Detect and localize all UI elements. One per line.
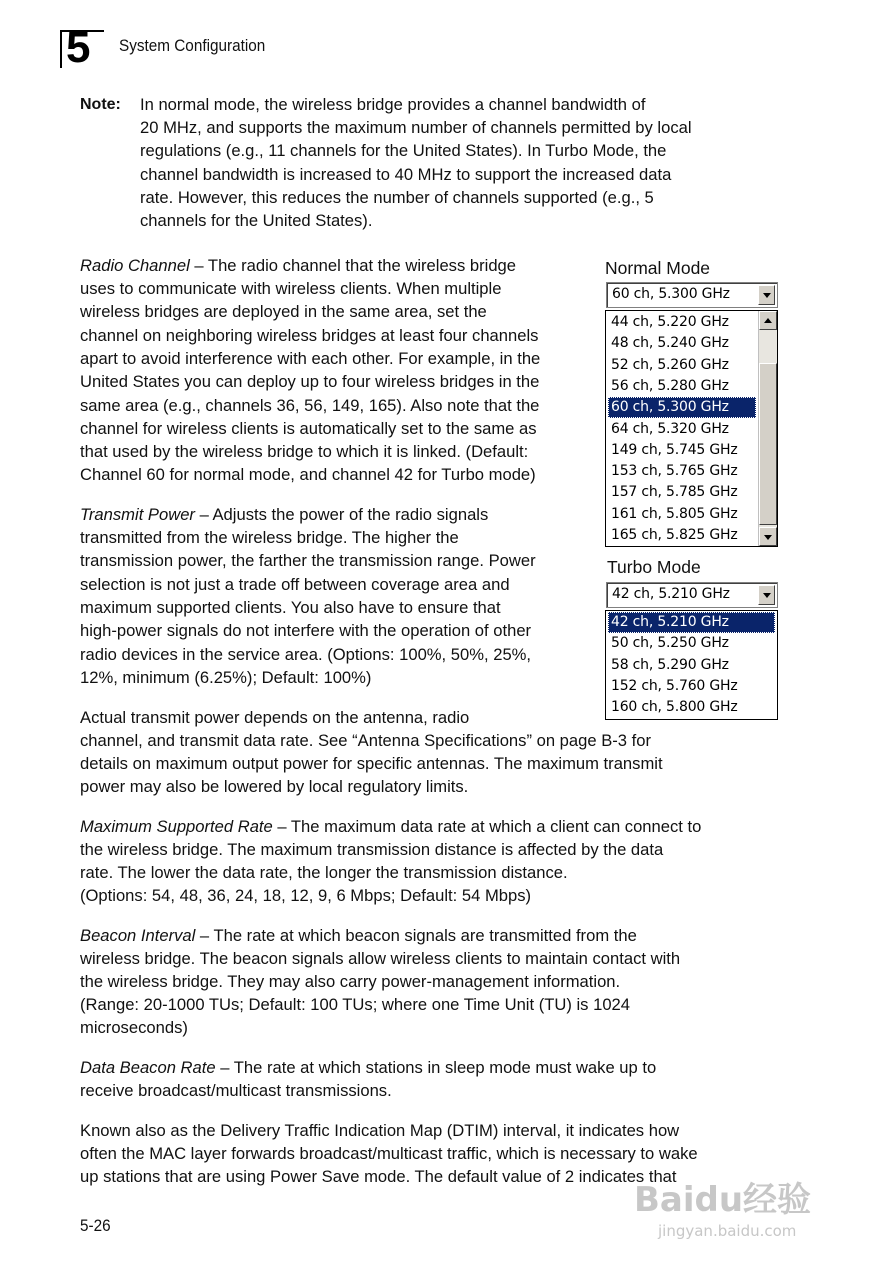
radio-channel-line: wireless bridges are deployed in the same area, set the (80, 302, 487, 321)
max-rate-line: Maximum Supported Rate – The maximum data rate at which a client can connect to (80, 817, 702, 836)
list-item[interactable]: 52 ch, 5.260 GHz (611, 356, 729, 373)
list-item[interactable]: 60 ch, 5.300 GHz (608, 397, 756, 418)
turbo-mode-options-list[interactable] (605, 610, 778, 720)
note-line: rate. However, this reduces the number of channels supported (e.g., 5 (140, 187, 654, 207)
list-item[interactable]: 42 ch, 5.210 GHz (608, 612, 775, 633)
radio-channel-line: same area (e.g., channels 36, 56, 149, 165). Also note that the (80, 396, 540, 415)
chevron-down-icon (763, 593, 771, 598)
chevron-up-icon (764, 318, 772, 323)
transmit-power-term: Transmit Power (80, 505, 195, 524)
turbo-mode-selected-value: 42 ch, 5.210 GHz (612, 586, 730, 602)
scroll-thumb[interactable] (759, 363, 777, 525)
data-beacon-term: Data Beacon Rate (80, 1058, 216, 1077)
scroll-down-button[interactable] (759, 527, 777, 546)
radio-channel-line: channel for wireless clients is automatically set to the same as (80, 419, 537, 438)
transmit-power-line: high-power signals do not interfere with the operation of other (80, 621, 532, 640)
chapter-number: 5 (66, 23, 91, 72)
dropdown-arrow-button[interactable] (758, 585, 775, 605)
scroll-up-button[interactable] (759, 311, 777, 330)
list-item[interactable]: 58 ch, 5.290 GHz (611, 656, 729, 673)
dtim-line: up stations that are using Power Save mode. The default value of 2 indicates that (80, 1167, 677, 1186)
chevron-down-icon (763, 293, 771, 298)
transmit-power-line: transmitted from the wireless bridge. The higher the (80, 528, 459, 547)
radio-channel-line: uses to communicate with wireless clients. When multiple (80, 279, 502, 298)
normal-mode-select[interactable] (606, 282, 778, 308)
list-item[interactable]: 165 ch, 5.825 GHz (611, 527, 738, 543)
actual-power-line: channel, and transmit data rate. See “Antenna Specifications” on page B-3 for (80, 731, 651, 750)
transmit-power-line: 12%, minimum (6.25%); Default: 100%) (80, 668, 372, 687)
normal-mode-label: Normal Mode (605, 258, 711, 278)
radio-channel-line: that used by the wireless bridge to which it is linked. (Default: (80, 442, 529, 461)
normal-mode-options-list[interactable] (605, 310, 778, 547)
actual-power-line: details on maximum output power for specific antennas. The maximum transmit (80, 754, 663, 773)
note-line: 20 MHz, and supports the maximum number of channels permitted by local (140, 118, 692, 138)
list-item[interactable]: 56 ch, 5.280 GHz (611, 377, 729, 394)
dropdown-arrow-button[interactable] (758, 285, 775, 305)
watermark-url: jingyan.baidu.com (658, 1222, 797, 1240)
beacon-interval-line: the wireless bridge. They may also carry power-management information. (80, 972, 621, 991)
note-line: channel bandwidth is increased to 40 MHz to support the increased data (140, 164, 672, 184)
max-rate-line: the wireless bridge. The maximum transmission distance is affected by the data (80, 840, 664, 859)
max-rate-line: rate. The lower the data rate, the longer the transmission distance. (80, 863, 568, 882)
beacon-interval-line: (Range: 20-1000 TUs; Default: 100 TUs; where one Time Unit (TU) is 1024 (80, 995, 630, 1014)
turbo-mode-label: Turbo Mode (607, 557, 701, 577)
data-beacon-line: Data Beacon Rate – The rate at which stations in sleep mode must wake up to (80, 1058, 657, 1077)
note-line: In normal mode, the wireless bridge provides a channel bandwidth of (140, 95, 646, 114)
list-item[interactable]: 152 ch, 5.760 GHz (611, 677, 738, 694)
list-item[interactable]: 64 ch, 5.320 GHz (611, 420, 729, 437)
chapter-title: System Configuration (119, 36, 266, 55)
note-line: channels for the United States). (140, 211, 373, 231)
transmit-power-line: transmission power, the farther the transmission range. Power (80, 551, 536, 570)
note-label: Note: (80, 96, 121, 113)
beacon-interval-line: Beacon Interval – The rate at which beacon signals are transmitted from the (80, 926, 637, 945)
normal-mode-scrollbar[interactable] (758, 311, 777, 546)
radio-channel-line: United States you can deploy up to four wireless bridges in the (80, 372, 540, 391)
list-item[interactable]: 161 ch, 5.805 GHz (611, 505, 738, 522)
radio-channel-line: apart to avoid interference with each other. For example, in the (80, 349, 541, 368)
radio-channel-term: Radio Channel (80, 256, 190, 275)
transmit-power-line: selection is not just a trade off between coverage area and (80, 575, 510, 594)
beacon-interval-line: wireless bridge. The beacon signals allow wireless clients to maintain contact with (80, 949, 681, 968)
radio-channel-line: Radio Channel – The radio channel that the wireless bridge (80, 256, 517, 275)
transmit-power-line: radio devices in the service area. (Options: 100%, 50%, 25%, (80, 645, 532, 664)
page-number: 5-26 (80, 1216, 111, 1235)
turbo-mode-select[interactable] (606, 582, 778, 608)
max-rate-term: Maximum Supported Rate (80, 817, 273, 836)
radio-channel-line: channel on neighboring wireless bridges at least four channels (80, 326, 539, 345)
max-rate-line: (Options: 54, 48, 36, 24, 18, 12, 9, 6 Mbps; Default: 54 Mbps) (80, 886, 532, 905)
beacon-interval-line: microseconds) (80, 1018, 188, 1037)
list-item[interactable]: 44 ch, 5.220 GHz (611, 314, 729, 330)
list-item[interactable]: 50 ch, 5.250 GHz (611, 635, 729, 652)
note-line: regulations (e.g., 11 channels for the United States). In Turbo Mode, the (140, 141, 667, 161)
actual-power-line: Actual transmit power depends on the antenna, radio (80, 708, 470, 727)
normal-mode-selected-value: 60 ch, 5.300 GHz (612, 286, 730, 302)
transmit-power-line: Transmit Power – Adjusts the power of the radio signals (80, 505, 489, 524)
actual-power-line: power may also be lowered by local regulatory limits. (80, 777, 469, 796)
radio-channel-line: Channel 60 for normal mode, and channel 42 for Turbo mode) (80, 465, 536, 484)
transmit-power-line: maximum supported clients. You also have to ensure that (80, 598, 501, 617)
data-beacon-line: receive broadcast/multicast transmissions. (80, 1081, 392, 1100)
beacon-interval-term: Beacon Interval (80, 926, 196, 945)
watermark-logo: Baidu经验 (634, 1180, 812, 1220)
list-item[interactable]: 149 ch, 5.745 GHz (611, 441, 738, 458)
dtim-line: often the MAC layer forwards broadcast/multicast traffic, which is necessary to wake (80, 1144, 698, 1163)
list-item[interactable]: 160 ch, 5.800 GHz (611, 699, 738, 716)
note-body (140, 93, 800, 232)
list-item[interactable]: 48 ch, 5.240 GHz (611, 335, 729, 352)
dtim-line: Known also as the Delivery Traffic Indication Map (DTIM) interval, it indicates how (80, 1121, 680, 1140)
list-item[interactable]: 153 ch, 5.765 GHz (611, 463, 738, 480)
list-item[interactable]: 157 ch, 5.785 GHz (611, 484, 738, 501)
chevron-down-icon (764, 535, 772, 540)
